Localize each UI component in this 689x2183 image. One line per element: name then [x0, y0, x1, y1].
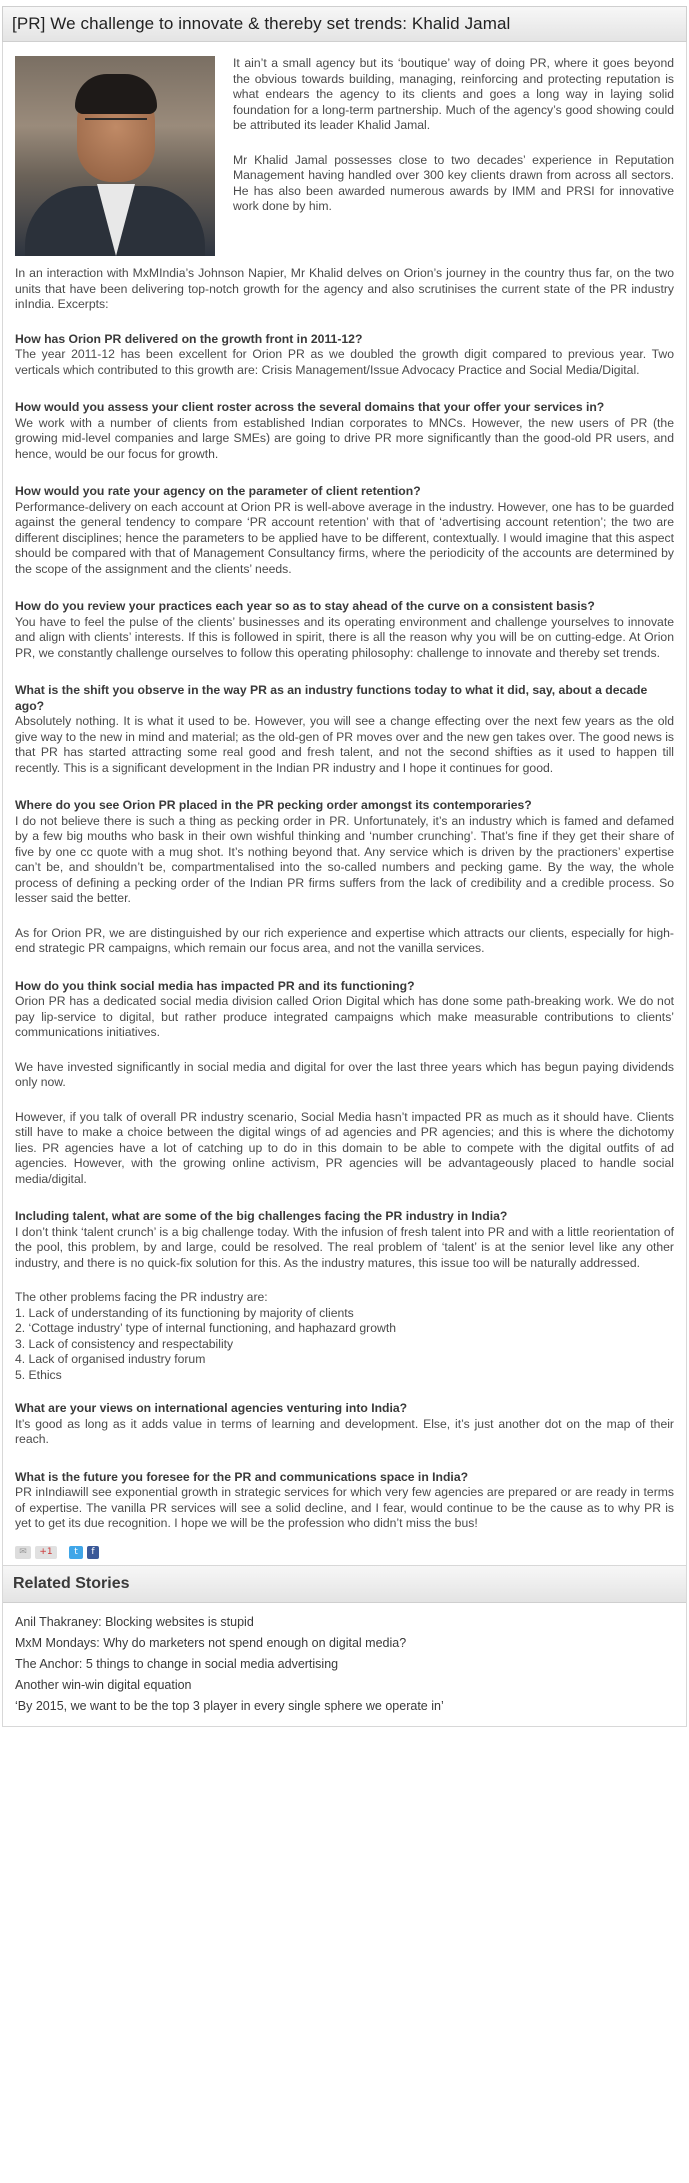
page — [2, 6, 687, 1727]
question: How do you review your practices each year so as to stay ahead of the curve on a consistent basis? — [15, 599, 595, 613]
related-stories-header — [3, 1566, 686, 1603]
google-plus-one-icon[interactable]: +1 — [35, 1546, 57, 1559]
answer: It’s good as long as it adds value in terms of learning and development. Else, it’s just another dot on the map of their reach. — [15, 1416, 674, 1446]
related-story-link[interactable]: ‘By 2015, we want to be the top 3 player in every single sphere we operate in’ — [15, 1698, 444, 1713]
answer: We have invested significantly in social media and digital for over the last three years which has begun paying dividends only now. — [15, 1059, 674, 1089]
answer: I don’t think ‘talent crunch’ is a big challenge today. With the infusion of fresh talent into PR and with a little reorientation of the pool, this problem, by and large, could be resolved. The real problem of ‘talent’ is at the senior level like any other industry, and there is no quick-fix solution for this. As the industry matures, this issue too will be naturally addressed. — [15, 1224, 674, 1270]
article-title-bar — [2, 6, 687, 42]
article-body — [2, 42, 687, 1565]
question: What is the future you foresee for the PR and communications space in India? — [15, 1469, 469, 1484]
lead-paragraph: In an interaction with MxMIndia’s Johnson Napier, Mr Khalid delves on Orion’s journey in the country thus far, on the two units that have been delivering top-notch growth for the agency and also scrutinises the current state of the PR industry inIndia. Excerpts: — [15, 266, 674, 311]
question: Including talent, what are some of the big challenges facing the PR industry in India? — [15, 1209, 508, 1223]
list-item: 1. Lack of understanding of its functioning by majority of clients — [15, 1305, 354, 1320]
related-story-link[interactable]: MxM Mondays: Why do marketers not spend enough on digital media? — [15, 1635, 407, 1650]
question: How do you think social media has impacted PR and its functioning? — [15, 978, 415, 993]
article-title: [PR] We challenge to innovate & thereby set trends: Khalid Jamal — [12, 14, 511, 33]
question: How would you assess your client roster across the several domains that your offer your services in? — [15, 400, 605, 414]
answer: The other problems facing the PR industry are: — [15, 1290, 268, 1304]
khalid-jamal-photo — [15, 56, 215, 256]
question: How has Orion PR delivered on the growth front in 2011-12? — [15, 331, 363, 346]
question: What are your views on international agencies venturing into India? — [15, 1401, 408, 1415]
related-story-link[interactable]: The Anchor: 5 things to change in social media advertising — [15, 1656, 339, 1671]
related-stories-list — [3, 1603, 686, 1726]
facebook-icon[interactable]: f — [87, 1546, 99, 1559]
qa-section — [15, 332, 674, 1532]
mail-icon[interactable]: ✉ — [15, 1546, 31, 1559]
question: How would you rate your agency on the parameter of client retention? — [15, 484, 421, 498]
list-item: 2. ‘Cottage industry’ type of internal functioning, and haphazard growth — [15, 1321, 396, 1335]
answer: As for Orion PR, we are distinguished by our rich experience and expertise which attracts our clients, especially for high-end strategic PR campaigns, which remain our focus area, and not the vanilla services. — [15, 925, 674, 955]
list-item: 3. Lack of consistency and respectability — [15, 1336, 234, 1351]
twitter-icon[interactable]: t — [69, 1546, 83, 1559]
problems-list — [15, 1306, 674, 1384]
question: Where do you see Orion PR placed in the PR pecking order amongst its contemporaries? — [15, 798, 532, 812]
article-intro — [15, 56, 674, 264]
answer: Absolutely nothing. It is what it used to be. However, you will see a change effecting over the next few years as the old give way to the new in mind and material; as the old-gen of PR moves over and the new gen takes over. The good news is that PR has started attracting some real good and fresh talent, and not the second shifties as it used to happen till recently. This is a significant development in the Indian PR industry and I hope it continues for good. — [15, 714, 674, 775]
answer: We work with a number of clients from established Indian corporates to MNCs. However, the new users of PR (the growing mid-level companies and large SMEs) are going to drive PR more significantly than the good-old PR users, and hence, would be our focus for growth. — [15, 415, 674, 461]
intro-paragraph: It ain’t a small agency but its ‘boutique’ way of doing PR, where it goes beyond the obvious towards building, managing, reinforcing and protecting reputation is what endears the agency to its clients and goes a long way in laying solid foundation for a long-term partnership. Much of the agency’s good showing could be attributed its leader Khalid Jamal. — [233, 56, 674, 132]
answer: However, if you talk of overall PR industry scenario, Social Media hasn’t impacted PR as much as it should have. Clients still have to make a choice between the digital wings of ad agencies and PR agencies; and this is where the dichotomy lies. PR agencies have a lot of catching up to do in this domain to be able to compete with the digital outfits of ad agencies. However, with the growing online activism, PR agencies will be advantageously placed to handle social media/digital. — [15, 1109, 674, 1186]
related-stories-title: Related Stories — [13, 1574, 130, 1592]
answer: Performance-delivery on each account at Orion PR is well-above average in the industry. However, one has to be guarded against the general tendency to compare ‘PR account retention’ with that of ‘advertising account retention’; the two are different disciplines; hence the parameters to be applied have to be different, contextually. I would imagine that this aspect should be compared with that of Management Consultancy firms, where the periodicity of the accounts are determined by the scope of the assignment and the clients’ needs. — [15, 499, 674, 576]
share-bar — [15, 1546, 674, 1565]
answer: Orion PR has a dedicated social media division called Orion Digital which has done some path-breaking work. We do not pay lip-service to digital, but rather produce integrated campaigns which make measurable contributions to clients’ communications initiatives. — [15, 994, 674, 1039]
related-stories — [2, 1565, 687, 1727]
answer: PR inIndiawill see exponential growth in strategic services for which very few agencies are prepared or are ready in terms of expertise. The vanilla PR services will see a solid decline, and I fear, would continue to be the cause as to why PR is yet to get its due recognition. I hope we will be the profession who didn’t miss the bus! — [15, 1485, 674, 1530]
related-story-link[interactable]: Anil Thakraney: Blocking websites is stupid — [15, 1614, 254, 1629]
intro-paragraph: Mr Khalid Jamal possesses close to two decades’ experience in Reputation Management having handled over 300 key clients drawn from across all sectors. He has also been awarded numerous awards by IMM and PRSI for innovative work done by him. — [233, 152, 674, 213]
question: What is the shift you observe in the way PR as an industry functions today to what it did, say, about a decade ago? — [15, 683, 648, 713]
answer: I do not believe there is such a thing as pecking order in PR. Unfortunately, it’s an industry which is famed and defamed by a few big mouths who bask in their own wishful thinking and ‘number crunching’. That’s fine if they get their share of five by one cc quote with a mug shot. It’s nothing beyond that. Any service which is driven by the practioners’ expertise can’t be, and shouldn’t be, compartmentalised into the so-called numbers and pecking game. By the way, the whole process of defining a pecking order of the Indian PR firms suffers from the lack of credibility and a credible process. So lesser said the better. — [15, 813, 674, 905]
answer: You have to feel the pulse of the clients’ businesses and its operating environment and challenge yourselves to innovate and align with clients’ interests. If this is followed in spirit, there is all the reason why you will be on cutting-edge. At Orion PR, we constantly challenge ourselves to follow this operating philosophy: challenge to innovate and thereby set trends. — [15, 614, 674, 660]
answer: The year 2011-12 has been excellent for Orion PR as we doubled the growth digit compared to previous year. Two verticals which contributed to this growth are: Crisis Management/Issue Advocacy Practice and Social Media/Digital. — [15, 347, 674, 377]
list-item: 5. Ethics — [15, 1367, 62, 1382]
related-story-link[interactable]: Another win-win digital equation — [15, 1677, 192, 1692]
list-item: 4. Lack of organised industry forum — [15, 1352, 206, 1366]
